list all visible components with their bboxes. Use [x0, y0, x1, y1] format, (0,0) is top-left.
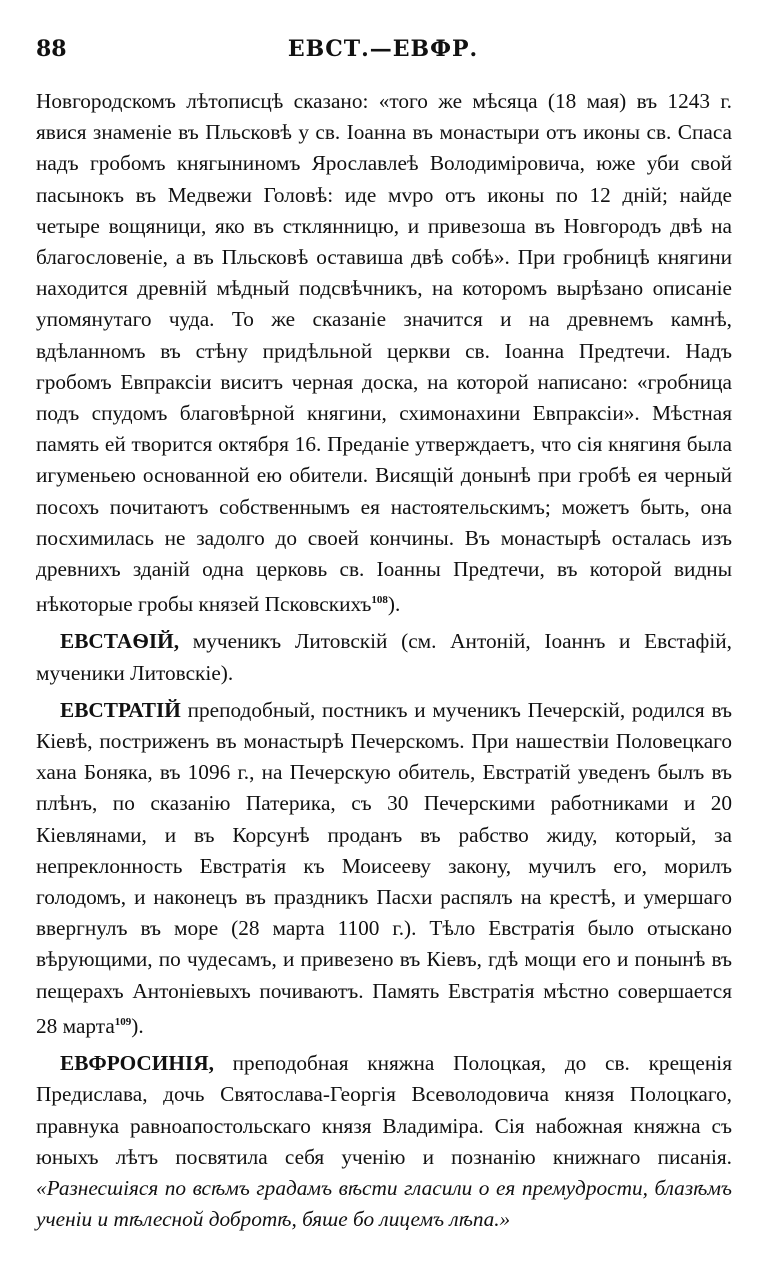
- entry-text: мученикъ Литовскій (см. Антоній, Іоаннъ и Евстафій, мученики Литовскіе).: [36, 629, 732, 685]
- entry-evfrosiniya: [36, 1048, 732, 1235]
- running-title: ЕВСТ.—ЕВФР.: [287, 36, 479, 62]
- paragraph-tail: ).: [131, 1013, 144, 1038]
- page-body: [36, 86, 732, 1235]
- paragraph-tail: ).: [387, 592, 401, 617]
- entry-quote: «Разнесшіяся по всѣмъ градамъ вѣсти гласили о ея премудрости, блазѣмъ ученіи и тѣлесной добротѣ, бяше бо лицемъ лѣпа.»: [36, 1175, 732, 1232]
- entry-text: преподобная княжна Полоцкая, до св. крещенія Предислава, дочь Святослава-Георгія Всеволодовича князя Полоцкаго, правнука равноапостольскаго князя Владиміра. Сія набожная княжна съ юныхъ лѣтъ посвятила себя ученію и познанію книжнаго писанія.: [36, 1051, 732, 1169]
- entry-text: преподобный, постникъ и мученикъ Печерскій, родился въ Кіевѣ, постриженъ въ монастырѣ Печерскомъ. При нашествіи Половецкаго хана Боняка, въ 1096 г., на Печерскую обитель, Евстратій уведенъ былъ въ плѣнъ, по сказанію Патерика, съ 30 Печерскими работниками и 20 Кіевлянами, и въ Корсунѣ проданъ въ рабство жиду, который, за непреклонность Евстратія къ Моисееву закону, мучилъ его, морилъ голодомъ, и наконецъ въ праздникъ Пасхи распялъ на крестѣ, и умершаго ввергнулъ въ море (28 марта 1100 г.). Тѣло Евстратія было отыскано вѣрующими, по чудесамъ, и привезено въ Кіевъ, гдѣ мощи его и понынѣ въ пещерахъ Антоніевыхъ почиваютъ. Память Евстратія мѣстно совершается 28 марта: [36, 697, 732, 1038]
- footnote-ref: 109: [114, 1015, 132, 1028]
- paragraph-continuation: [36, 86, 732, 620]
- entry-headword: ЕВФРОСИНІЯ,: [60, 1051, 214, 1076]
- page-header: [36, 36, 730, 66]
- entry-headword: ЕВСТРАТІЙ: [60, 697, 181, 722]
- page-number: 88: [36, 36, 67, 62]
- entry-evstathiy: [36, 626, 732, 688]
- entry-headword: ЕВСТАѲІЙ,: [60, 629, 180, 654]
- paragraph-text: Новгородскомъ лѣтописцѣ сказано: «того же мѣсяца (18 мая) въ 1243 г. явися знаменіе въ Пльсковѣ у св. Іоанна въ монастыри отъ иконы св. Спаса надъ гробомъ княгыниномъ Ярославлеѣ Володиміровича, юже уби свой пасынокъ въ Медвежи Головѣ: иде мvро отъ иконы по 12 дній; найде четыре вощяници, яко въ стклянницю, и привезоша въ Новгородъ двѣ на благословеніе, а въ Пльсковѣ оставиша двѣ собѣ». При гробницѣ княгини находится древній мѣдный подсвѣчникъ, на которомъ вырѣзано описаніе упомянутаго чуда. То же сказаніе значится и на древнемъ камнѣ, вдѣланномъ въ стѣну придѣльной церкви св. Іоанна Предтечи. Надъ гробомъ Евпраксіи виситъ черная доска, на которой написано: «гробница подъ спудомъ благовѣрной княгини, схимонахини Евпраксіи». Мѣстная память ей творится октября 16. Преданіе утверждаетъ, что сія княгиня была игуменьею основанной ею обители. Висящій донынѣ при гробѣ ея черный посохъ почитаютъ собственнымъ ея настоятельскимъ; можетъ быть, она посхимилась не задолго до своей кончины. Въ монастырѣ осталась изъ древнихъ зданій одна церковь св. Іоанны Предтечи, въ которой видны нѣкоторые гробы князей Псковскихъ: [36, 89, 732, 617]
- entry-evstratiy: [36, 695, 732, 1042]
- footnote-ref: 108: [371, 594, 388, 607]
